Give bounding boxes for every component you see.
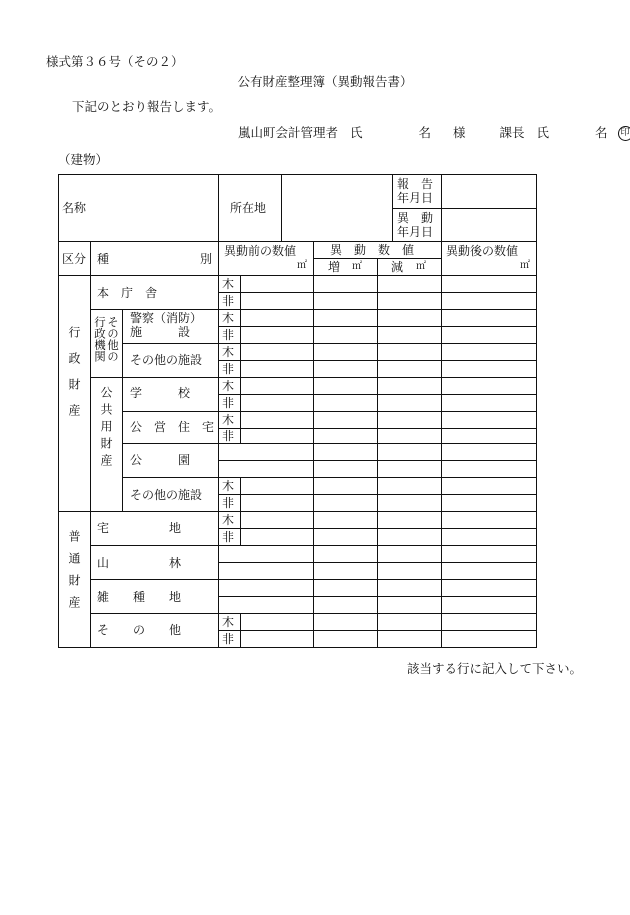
intro-text: 下記のとおり報告します。: [72, 99, 222, 114]
increase-unit: ㎡: [352, 261, 362, 272]
chief-name-suffix-2: 名: [595, 125, 608, 140]
after-unit: ㎡: [520, 260, 530, 271]
before-value-header: 異動前の数値: [224, 244, 297, 258]
report-date-header-2: 年月日: [397, 191, 434, 205]
section-chief-label: 課長: [499, 125, 525, 140]
wood-marker: 木: [222, 513, 235, 527]
wood-marker: 木: [222, 379, 235, 393]
category-label: （建物）: [58, 152, 109, 167]
honorific: 様: [453, 125, 466, 140]
non-wood-marker: 非: [222, 396, 235, 410]
report-date-header-1: 報 告: [397, 177, 434, 191]
non-wood-marker: 非: [222, 362, 235, 376]
group-ordinary: 普通財産: [67, 530, 81, 618]
row-other: そ の 他: [97, 623, 182, 637]
document-title: 公有財産整理簿（異動報告書）: [237, 74, 413, 89]
division-header: 区分: [62, 252, 87, 266]
group-other-admin-text: その他の行政機関: [93, 316, 120, 362]
after-value-header: 異動後の数値: [446, 244, 519, 258]
group-public-use: 公共用財産: [99, 386, 113, 471]
chief-name-suffix-1: 氏: [536, 125, 550, 140]
name-suffix-2: 名: [418, 125, 432, 140]
decrease-header: 減: [391, 260, 404, 274]
change-date-header-1: 異 動: [397, 211, 434, 225]
row-park: 公 園: [130, 453, 191, 467]
increase-header: 増: [328, 260, 341, 274]
name-header: 名称: [62, 201, 87, 215]
group-administrative: 行政財産: [67, 326, 81, 430]
kind-header: 種: [97, 252, 110, 266]
wood-marker: 木: [222, 479, 235, 493]
non-wood-marker: 非: [222, 496, 235, 510]
row-forest: 山 林: [97, 556, 182, 570]
location-header: 所在地: [230, 201, 267, 215]
wood-marker: 木: [222, 277, 235, 291]
row-misc: 雑 種 地: [97, 590, 182, 604]
change-value-header: 異 動 数 値: [330, 243, 415, 257]
row-school: 学 校: [130, 386, 191, 400]
row-police: 警察（消防）: [130, 311, 203, 325]
row-other-facility: その他の施設: [130, 353, 203, 367]
group-other-admin: [93, 316, 121, 368]
non-wood-marker: 非: [222, 632, 235, 646]
non-wood-marker: 非: [222, 328, 235, 342]
change-date-header-2: 年月日: [397, 225, 434, 239]
kind-header-2: 別: [200, 252, 213, 266]
row-main-office: 本 庁 舎: [97, 286, 158, 300]
row-housing: 公 営 住 宅: [130, 420, 215, 434]
reporter-label: 嵐山町会計管理者: [238, 125, 339, 140]
form-number: 様式第３６号（その２）: [46, 54, 184, 69]
footer-note: 該当する行に記入して下さい。: [407, 661, 583, 676]
before-unit: ㎡: [297, 260, 307, 271]
row-residential: 宅 地: [97, 521, 182, 535]
non-wood-marker: 非: [222, 294, 235, 308]
wood-marker: 木: [222, 311, 235, 325]
non-wood-marker: 非: [222, 429, 235, 443]
decrease-unit: ㎡: [416, 261, 426, 272]
row-other-facility-2: その他の施設: [130, 488, 203, 502]
wood-marker: 木: [222, 615, 235, 629]
name-suffix-1: 氏: [350, 125, 363, 140]
wood-marker: 木: [222, 345, 235, 359]
row-police-facility: 施 設: [130, 325, 191, 339]
wood-marker: 木: [222, 413, 235, 427]
seal-icon: 印: [618, 126, 630, 141]
non-wood-marker: 非: [222, 530, 235, 544]
